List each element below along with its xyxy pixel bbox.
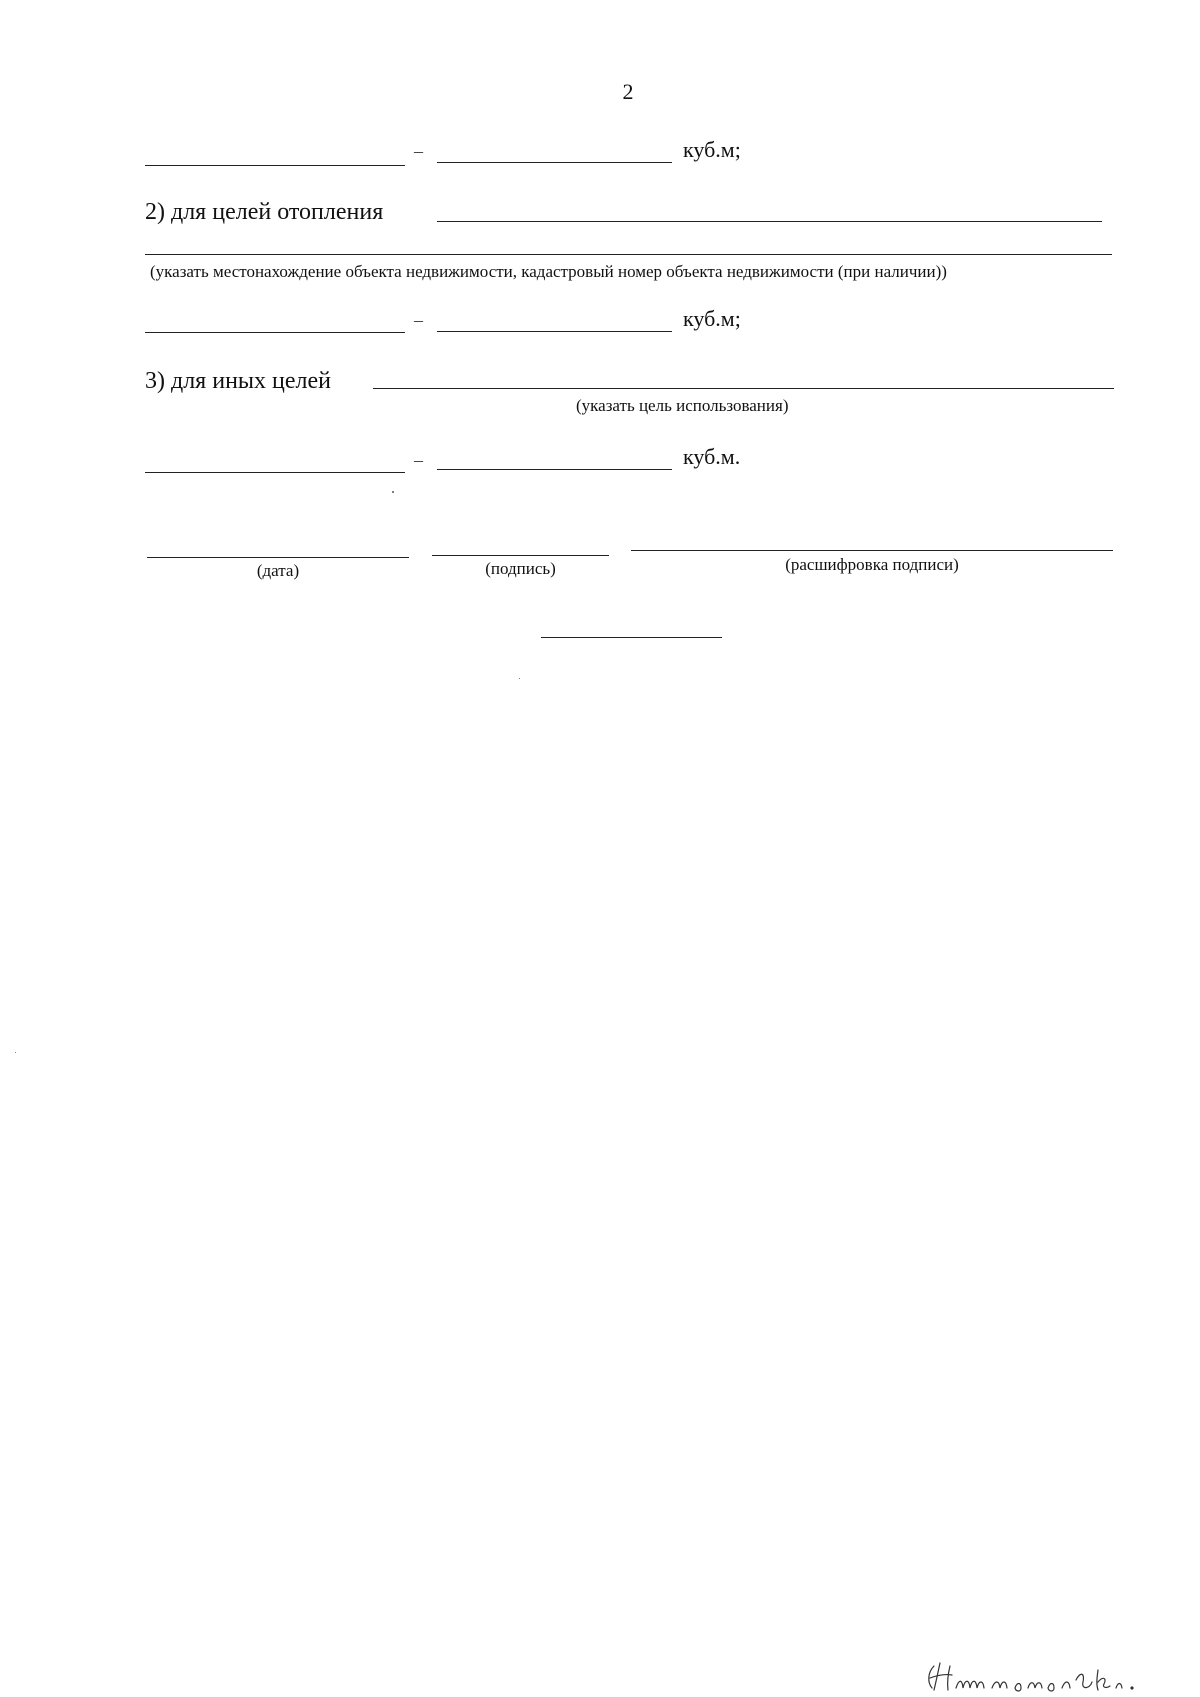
date-field[interactable] — [147, 557, 409, 558]
end-separator-line — [541, 637, 722, 638]
volume-from-field-1[interactable] — [145, 165, 405, 166]
volume-from-field-2[interactable] — [145, 332, 405, 333]
other-purpose-field[interactable] — [373, 388, 1114, 389]
signature-decryption-caption: (расшифровка подписи) — [785, 555, 959, 574]
heating-object-field[interactable] — [437, 221, 1102, 222]
volume-to-field-1[interactable] — [437, 162, 672, 163]
volume-to-field-3[interactable] — [437, 469, 672, 470]
heating-purpose-label: 2) для целей отопления — [145, 199, 384, 225]
scan-speck — [392, 491, 394, 493]
signature-decryption-field[interactable] — [631, 550, 1113, 551]
page-number: 2 — [622, 79, 634, 104]
signature-field[interactable] — [432, 555, 609, 556]
unit-label-2: куб.м; — [683, 306, 741, 331]
other-purpose-label: 3) для иных целей — [145, 368, 331, 394]
unit-label-3: куб.м. — [683, 444, 741, 469]
range-dash-3: – — [414, 450, 423, 470]
range-dash-2: – — [414, 310, 423, 330]
other-purpose-hint: (указать цель использования) — [576, 396, 789, 415]
unit-label-1: куб.м; — [683, 137, 741, 162]
volume-from-field-3[interactable] — [145, 472, 405, 473]
volume-to-field-2[interactable] — [437, 331, 672, 332]
signature-caption: (подпись) — [485, 559, 556, 578]
scan-speck — [15, 1052, 16, 1053]
heating-object-field-continued[interactable] — [145, 254, 1112, 255]
heating-object-hint: (указать местонахождение объекта недвижимости, кадастровый номер объекта недвижимости (при наличии)) — [150, 262, 947, 281]
range-dash-1: – — [414, 141, 423, 161]
scan-speck — [519, 678, 520, 679]
handwritten-signature — [920, 1660, 1140, 1694]
date-caption: (дата) — [256, 561, 300, 580]
